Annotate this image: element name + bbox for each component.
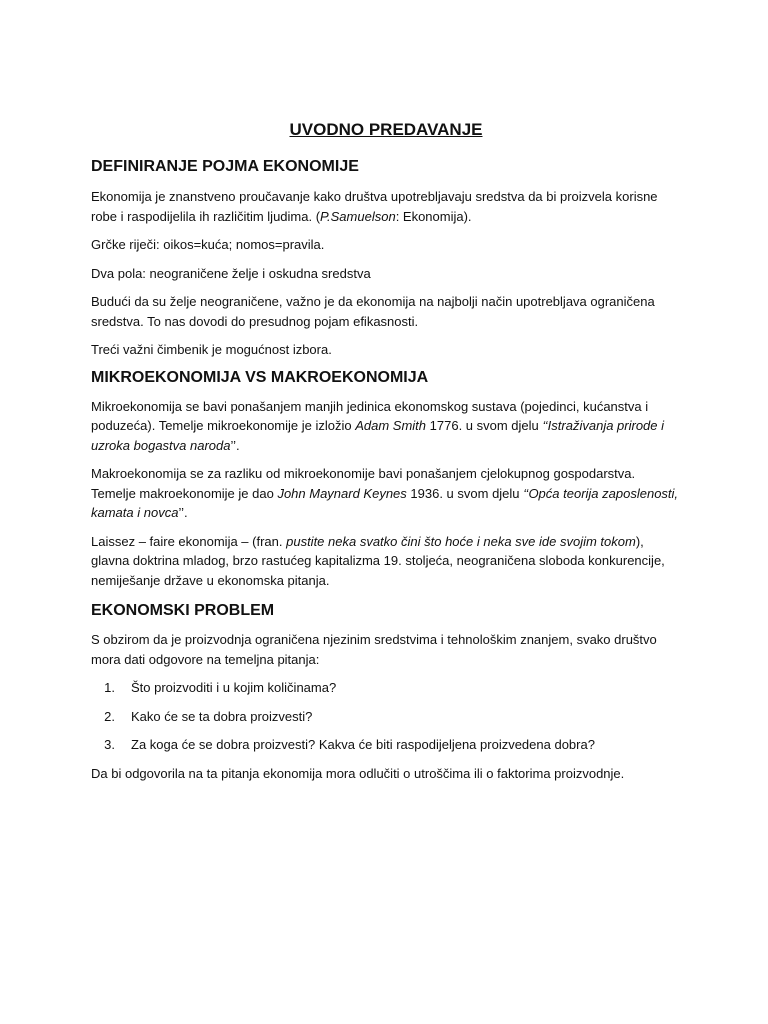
- micro-text-b: 1776. u svom djelu: [426, 418, 543, 433]
- laissez-text-b: ), glavna doktrina mladog, brzo rastućeg kapitalizma 19. stoljeća, neograničena sloboda konkurencije, nemiješanje države u ekonomska pitanja.: [91, 533, 665, 588]
- macro-work-title: ‘‘Opća teorija zaposlenosti, kamata i novca: [91, 485, 679, 520]
- paragraph-problem-intro: S obzirom da je proizvodnja ograničena njezinim sredstvima i tehnološkim znanjem, svako društvo mora dati odgovore na temeljna pitanja:: [91, 632, 657, 667]
- list-item: [91, 707, 681, 727]
- list-item: [91, 735, 681, 755]
- paragraph-microeconomics: [91, 397, 681, 456]
- list-item-number: 2.: [104, 708, 115, 724]
- micro-work-title: ‘‘Istraživanja prirode i uzroka bogastva naroda: [91, 418, 665, 453]
- macro-text-c: ’’.: [178, 505, 188, 520]
- paragraph-closing: Da bi odgovorila na ta pitanja ekonomija mora odlučiti o utroščima ili o faktorima proizvodnje.: [91, 765, 625, 781]
- paragraph-laissez-faire: [91, 532, 681, 591]
- document-title: UVODNO PREDAVANJE: [289, 120, 483, 139]
- paragraph-choice: Treći važni čimbenik je mogućnost izbora.: [91, 342, 332, 357]
- questions-list: [91, 678, 681, 755]
- macro-text-b: 1936. u svom djelu: [406, 485, 524, 501]
- macro-text-a: Makroekonomija se za razliku od mikroekonomije bavi ponašanjem cjelokupnog gospodarstva. Temelje makroekonomije je dao: [91, 466, 636, 501]
- paragraph-two-poles: Dva pola: neograničene želje i oskudna sredstva: [91, 265, 371, 281]
- section-heading-definiranje: DEFINIRANJE POJMA EKONOMIJE: [91, 158, 359, 175]
- laissez-text-a: Laissez – faire ekonomija – (fran.: [91, 533, 287, 549]
- micro-text-a: Mikroekonomija se bavi ponašanjem manjih jedinica ekonomskog sustava (pojedinci, kućanstva i poduzeća). Temelje mikroekonomije je izložio: [91, 398, 649, 433]
- section-heading-ekonomski-problem: EKONOMSKI PROBLEM: [91, 602, 275, 619]
- list-item-text: Kako će se ta dobra proizvesti?: [131, 708, 313, 724]
- paragraph-efficiency: Budući da su želje neograničene, važno je da ekonomija na najbolji način upotrebljava ograničena sredstva. To nas dovodi do presudnog pojam efikasnosti.: [91, 294, 655, 329]
- paragraph-greek-words: Grčke riječi: oikos=kuća; nomos=pravila.: [91, 237, 325, 252]
- laissez-translation: pustite neka svatko čini što hoće i neka sve ide svojim tokom: [286, 533, 636, 549]
- definition-text: Ekonomija je znanstveno proučavanje kako društva upotrebljavaju sredstva da bi proizvela korisne robe i raspodijelila ih različitim ljudima. (: [91, 189, 658, 224]
- section-heading-mikro-makro: MIKROEKONOMIJA VS MAKROEKONOMIJA: [91, 368, 429, 386]
- list-item-number: 3.: [104, 737, 115, 752]
- list-item: [91, 678, 681, 698]
- paragraph-definition: [91, 187, 681, 226]
- micro-text-c: ’’.: [230, 437, 240, 453]
- document-body: [91, 119, 681, 783]
- definition-author: P.Samuelson: [320, 208, 396, 224]
- list-item-text: Za koga će se dobra proizvesti? Kakva će biti raspodijeljena proizvedena dobra?: [131, 737, 595, 752]
- list-item-text: Što proizvoditi i u kojim količinama?: [131, 680, 337, 695]
- macro-person: John Maynard Keynes: [277, 485, 407, 501]
- micro-person: Adam Smith: [355, 418, 427, 433]
- list-item-number: 1.: [104, 680, 115, 695]
- paragraph-macroeconomics: [91, 464, 681, 523]
- definition-source: : Ekonomija).: [395, 208, 472, 224]
